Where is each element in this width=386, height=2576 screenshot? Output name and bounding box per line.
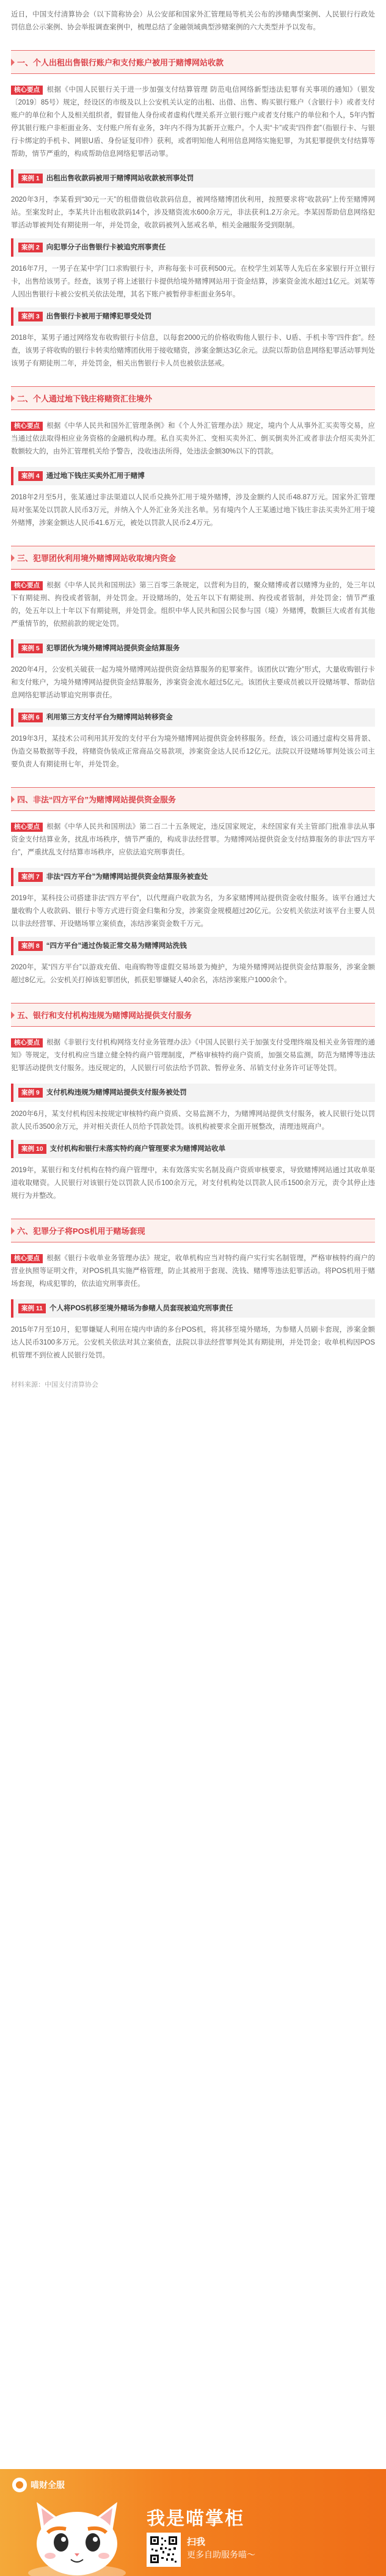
intro-paragraph: 近日，中国支付清算协会（以下简称协会）从公安部和国家外汇管理局等机关公布的涉赌典型案例、人民银行行政处罚信息公示案例、协会举报调查案例中，梳理总结了金融领域典型涉赌案例的六大类型并予以发布。: [11, 11, 375, 31]
case-title-text: 个人将POS机移至境外赌场为参赌人员套现被追究刑事责任: [49, 1305, 233, 1312]
case-title: [11, 467, 375, 485]
law-text: 根据《中华人民共和国刑法》第三百零三条规定，以营利为目的，聚众赌博或者以赌博为业的，处三年以下有期徒刑、拘役或者管制，并处罚金。开设赌场的，处五年以下有期徒刑、拘役或者管制，并处罚金；情节严重的，处五年以上十年以下有期徒刑，并处罚金。组织中华人民共和国公民参与国（境）外赌博，数额巨大或者有其他严重情节的，依照前款的规定处罚。: [11, 582, 375, 628]
case-paragraph: 2019年3月，某技术公司利用其开发的支付平台为境外赌博网站提供资金转移服务。经查，该公司通过虚构交易背景、伪造交易数据等手段，将赌资伪装成正常商品交易款项，涉案资金达人民币12亿元。法院以开设赌场罪判处该公司主要负责人有期徒刑七年，并处罚金。: [11, 735, 375, 768]
section-heading: 四、非法“四方平台”为赌博网站提供资金服务: [11, 787, 375, 811]
case-number-badge: 案例 1: [18, 174, 43, 183]
case-paragraph: 2016年7月，一男子在某中学门口求购银行卡，声称每张卡可获利500元。在校学生刘某等人先后在多家银行开立银行卡，出售给该男子。经查，该男子将上述银行卡提供给境外赌博网站用于资金结算，涉案资金流水超过1亿元。刘某等人因出售银行卡被公安机关依法处理，其名下账户被暂停非柜面业务5年。: [11, 265, 375, 298]
key-point-tag: 核心要点: [11, 86, 43, 95]
case-paragraph: 2018年2月至5月，张某通过非法渠道以人民币兑换外汇用于境外赌博，涉及金额约人民币48.87万元。国家外汇管理局对张某处以罚款人民币3万元，并纳入个人外汇业务关注名单。另有境内个人王某通过地下钱庄非法买卖外汇用于境外赌博，涉案金额达人民币41.6万元，被处以罚款人民币2.4万元。: [11, 494, 375, 527]
section-heading: 五、银行和支付机构违规为赌博网站提供支付服务: [11, 1003, 375, 1027]
qr-code-icon[interactable]: [147, 2533, 181, 2567]
section-law-paragraph: [11, 420, 375, 458]
scan-line-2: 更多自助服务喵～: [187, 2550, 255, 2559]
key-point-tag: 核心要点: [11, 1038, 43, 1048]
case-paragraph: 2020年6月，某支付机构因未按规定审核特约商户资质、交易监测不力，为赌博网站提供支付服务，被人民银行处以罚款人民币3500余万元，并对相关责任人员给予罚款处罚。该机构被要求全面开展整改，清理违规商户。: [11, 1110, 375, 1131]
section-law-paragraph: [11, 84, 375, 161]
key-point-tag: 核心要点: [11, 581, 43, 590]
case-title: [11, 1140, 375, 1158]
section-law-paragraph: [11, 579, 375, 631]
case-title-text: 支付机构和银行未落实特约商户管理要求为赌博网站收单: [49, 1145, 226, 1153]
sections-container: [11, 50, 375, 1362]
key-point-tag: 核心要点: [11, 823, 43, 832]
section-heading: 二、个人通过地下钱庄将赌资汇往境外: [11, 386, 375, 410]
case-title-text: 出售银行卡被用于赌博犯罪受处罚: [46, 313, 152, 320]
case-number-badge: 案例 5: [18, 644, 43, 653]
key-point-tag: 核心要点: [11, 1254, 43, 1263]
case-number-badge: 案例 2: [18, 243, 43, 252]
case-number-badge: 案例 6: [18, 713, 43, 722]
brand-logo-icon: [12, 2478, 27, 2492]
law-text: 根据《非银行支付机构网络支付业务管理办法》《中国人民银行关于加强支付受理终端及相关业务管理的通知》等规定，支付机构应当建立健全特约商户管理制度，严格审核特约商户资质，加强交易监测，防范为赌博等违法犯罪活动提供支付服务。违反规定的，人民银行可依法给予罚款、暂停业务、吊销支付业务许可证等处罚。: [11, 1039, 375, 1072]
scan-text: [187, 2536, 255, 2561]
cat-mascot-icon: [23, 2495, 130, 2576]
footer-title: 我是喵掌柜: [147, 2509, 244, 2529]
scan-line-1: 扫我: [187, 2537, 206, 2547]
case-number-badge: 案例 7: [18, 872, 43, 882]
section-law-paragraph: [11, 1252, 375, 1291]
case-title: [11, 1084, 375, 1102]
case-title: [11, 868, 375, 886]
law-text: 根据《中华人民共和国外汇管理条例》和《个人外汇管理办法》规定，境内个人从事外汇买卖等交易，应当通过依法取得相应业务资格的金融机构办理。私自买卖外汇、变相买卖外汇、倒买倒卖外汇或者非法介绍买卖外汇数额较大的，由外汇管理机关给予警告，没收违法所得，处违法金额30%以下的罚款。: [11, 422, 375, 455]
case-title: [11, 708, 375, 727]
case-paragraph: 2015年7月至10月，犯罪嫌疑人利用在境内申请的多台POS机，将其移至境外赌场，为参赌人员刷卡套现，涉案金额达人民币3100多万元。公安机关依法对其立案侦查，法院以非法经营罪判处其有期徒刑，并处罚金；收单机构因POS机管理不到位被人民银行处罚。: [11, 1326, 375, 1359]
case-title-text: 出租出售收款码被用于赌博网站收款被刑事处罚: [46, 175, 194, 182]
law-text: 根据《银行卡收单业务管理办法》规定，收单机构应当对特约商户实行实名制管理，严格审核特约商户的营业执照等证明文件，对POS机具实施严格管理，防止其被用于套现、洗钱、赌博等违法犯罪活动。将POS机用于赌场套现，构成犯罪的，依法追究刑事责任。: [11, 1255, 375, 1288]
brand-name: 喵财全服: [31, 2480, 65, 2490]
section-heading: 六、犯罪分子将POS机用于赌场套现: [11, 1219, 375, 1242]
case-title-text: 支付机构违规为赌博网站提供支付服务被处罚: [46, 1089, 187, 1096]
case-title: [11, 1299, 375, 1318]
case-number-badge: 案例 4: [18, 471, 43, 481]
section-heading: 三、犯罪团伙利用境外赌博网站收取境内资金: [11, 546, 375, 570]
case-number-badge: 案例 11: [18, 1304, 46, 1313]
case-number-badge: 案例 3: [18, 312, 43, 321]
case-number-badge: 案例 8: [18, 941, 43, 951]
case-paragraph: 2018年，某男子通过网络发布收购银行卡信息，以每套2000元的价格收购他人银行卡、U盾、手机卡等“四件套”。经查，该男子将收购的银行卡转卖给赌博团伙用于接收赌资，涉案金额达3亿余元。法院以帮助信息网络犯罪活动罪判处该男子有期徒刑二年，并处罚金，相关出售银行卡人员也被依法惩戒。: [11, 334, 375, 367]
case-title-text: 犯罪团伙为境外赌博网站提供资金结算服务: [46, 645, 180, 652]
case-title: [11, 238, 375, 257]
case-number-badge: 案例 9: [18, 1088, 43, 1098]
brand-logo: [12, 2478, 65, 2492]
case-title-text: 向犯罪分子出售银行卡被追究刑事责任: [46, 244, 166, 251]
case-title: [11, 639, 375, 658]
case-paragraph: 2020年，某“四方平台”以游戏充值、电商购物等虚假交易场景为掩护，为境外赌博网站提供资金结算服务，涉案金额超过8亿元。公安机关打掉该犯罪团伙，抓获犯罪嫌疑人40余名，冻结涉案账户1000余个。: [11, 964, 375, 984]
case-paragraph: 2019年，某银行和支付机构在特约商户管理中，未有效落实实名制及商户资质审核要求，导致赌博网站通过其收单渠道收取赌资。人民银行对该银行处以罚款人民币100余万元，对支付机构处以罚款人民币1500余万元，责令其停止违规行为并整改。: [11, 1167, 375, 1200]
law-text: 根据《中国人民银行关于进一步加强支付结算管理 防范电信网络新型违法犯罪有关事项的通知》（银发〔2019〕85号）规定，经设区的市级及以上公安机关认定的出租、出借、出售、购买银行账户（含银行卡）或者支付账户的单位和个人及相关组织者，假冒他人身份或者虚构代理关系开立银行账户或者支付账户的单位和个人，5年内暂停其银行账户非柜面业务、支付账户所有业务，3年内不得为其新开立账户。个人卖“卡”或卖“四件套”（指银行卡、与银行卡绑定的手机卡、网银U盾、身份证复印件）获利，或者明知他人利用信息网络实施犯罪，为其犯罪提供支付结算等帮助，情节严重的，构成帮助信息网络犯罪活动罪。: [11, 86, 375, 158]
key-point-tag: 核心要点: [11, 422, 43, 431]
case-title-text: “四方平台”通过伪装正常交易为赌博网站洗钱: [46, 942, 187, 950]
case-title: [11, 937, 375, 955]
case-title-text: 通过地下钱庄买卖外汇用于赌博: [46, 472, 145, 480]
footer-banner[interactable]: [0, 2469, 386, 2576]
case-paragraph: 2019年，某科技公司搭建非法“四方平台”，以代理商户收款为名，为多家赌博网站提供资金收付服务。该平台通过大量收购个人收款码、银行卡等方式进行资金归集和分发，涉案资金规模超过20亿元。公安机关依法对该平台主要人员以非法经营罪、开设赌场罪立案侦查，冻结涉案资金数千万元。: [11, 895, 375, 928]
section-law-paragraph: [11, 1037, 375, 1075]
case-number-badge: 案例 10: [18, 1144, 46, 1154]
source-note: 材料来源：中国支付清算协会: [11, 1381, 98, 1389]
case-title-text: 利用第三方支付平台为赌博网站转移资金: [46, 714, 173, 721]
case-title: [11, 169, 375, 188]
case-title-text: 非法“四方平台”为赌博网站提供资金结算服务被查处: [46, 873, 208, 881]
section-law-paragraph: [11, 821, 375, 859]
case-title: [11, 307, 375, 326]
section-heading: 一、个人出租出售银行账户和支付账户被用于赌博网站收款: [11, 50, 375, 74]
law-text: 根据《中华人民共和国刑法》第二百二十五条规定，违反国家规定，未经国家有关主管部门批准非法从事资金支付结算业务，扰乱市场秩序，情节严重的，构成非法经营罪。为赌博网站提供资金支付结算服务的非法“四方平台”，严重扰乱支付结算市场秩序，应依法追究刑事责任。: [11, 823, 375, 856]
case-paragraph: 2020年3月，李某看到“30元一天”的租借微信收款码信息，被网络赌博团伙利用，按照要求将“收款码”上传至赌博网站。至案发时止，李某共计出租收款码14个，涉及赌资流水600余万元，非法获利1.2万余元。李某因帮助信息网络犯罪活动罪被判处有期徒刑一年，并处罚金，收款码被列入惩戒名单，相关金融服务受到限制。: [11, 196, 375, 229]
case-paragraph: 2020年4月，公安机关破获一起为境外赌博网站提供资金结算服务的犯罪案件。该团伙以“跑分”形式，大量收购银行卡和支付账户，为境外赌博网站提供资金结算服务，涉案资金流水超过5亿元。该团伙主要成员被以开设赌场罪、帮助信息网络犯罪活动罪追究刑事责任。: [11, 666, 375, 699]
